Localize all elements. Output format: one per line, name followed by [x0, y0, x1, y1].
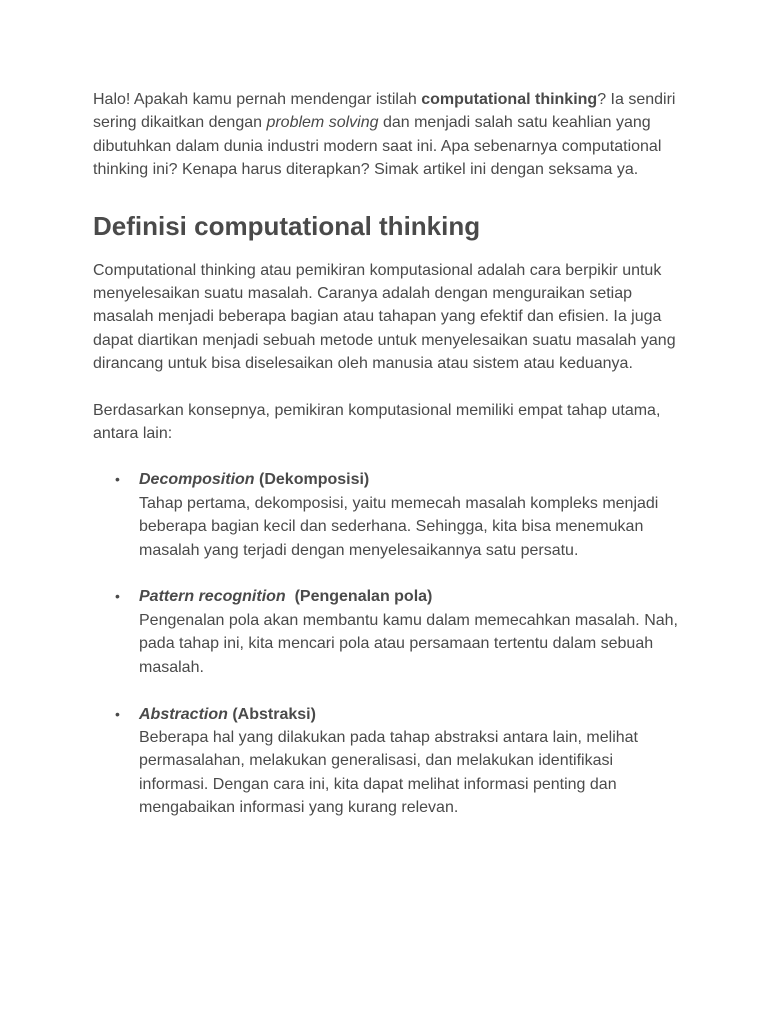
stages-intro-paragraph: Berdasarkan konsepnya, pemikiran komputasional memiliki empat tahap utama, antara lain:: [93, 401, 661, 443]
stages-list: [93, 468, 683, 819]
stage-term-local: (Pengenalan pola): [285, 588, 433, 606]
article-body: [93, 88, 683, 843]
list-item: [115, 468, 683, 562]
intro-text-2: ? Ia sendiri sering dikaitkan dengan: [93, 91, 676, 132]
bullet-icon: •: [115, 471, 120, 488]
stage-term: Abstraction: [139, 705, 228, 723]
intro-italic-term: problem solving: [266, 114, 379, 132]
intro-text-1: Halo! Apakah kamu pernah mendengar istilah: [93, 91, 422, 108]
intro-paragraph: [93, 88, 683, 182]
stage-term: Decomposition: [139, 471, 255, 489]
stage-term-local: (Abstraksi): [227, 705, 316, 723]
bullet-icon: •: [115, 705, 120, 722]
intro-bold-term: computational thinking: [421, 91, 598, 108]
stage-term: Pattern recognition: [139, 588, 286, 606]
list-item: [115, 585, 683, 679]
stage-description: Beberapa hal yang dilakukan pada tahap abstraksi antara lain, melihat permasalahan, melakukan generalisasi, dan melakukan identifikasi informasi. Dengan cara ini, kita dapat melihat informasi penting dan mengabaikan informasi yang kurang relevan.: [139, 728, 638, 817]
bullet-icon: •: [115, 588, 120, 605]
stage-description: Pengenalan pola akan membantu kamu dalam memecahkan masalah. Nah, pada tahap ini, kita mencari pola atau persamaan tertentu dalam sebuah masalah.: [139, 611, 678, 676]
definition-paragraph: Computational thinking atau pemikiran komputasional adalah cara berpikir untuk menyelesaikan suatu masalah. Caranya adalah dengan menguraikan setiap masalah menjadi beberapa bagian atau tahapan yang efektif dan efisien. Ia juga dapat diartikan menjadi sebuah metode untuk menyelesaikan suatu masalah yang dirancang untuk bisa diselesaikan oleh manusia atau sistem atau keduanya.: [93, 261, 676, 373]
section-heading: Definisi computational thinking: [93, 210, 481, 241]
list-item: [115, 703, 683, 820]
intro-text-3: dan menjadi salah satu keahlian yang dibutuhkan dalam dunia industri modern saat ini. Apa sebenarnya computational thinking ini? Kenapa harus diterapkan? Simak artikel ini dengan seksama ya.: [93, 114, 662, 179]
stage-description: Tahap pertama, dekomposisi, yaitu memecah masalah kompleks menjadi beberapa bagian kecil dan sederhana. Sehingga, kita bisa menemukan masalah yang terjadi dengan menyelesaikannya satu persatu.: [139, 494, 659, 559]
stage-term-local: (Dekomposisi): [254, 471, 370, 489]
